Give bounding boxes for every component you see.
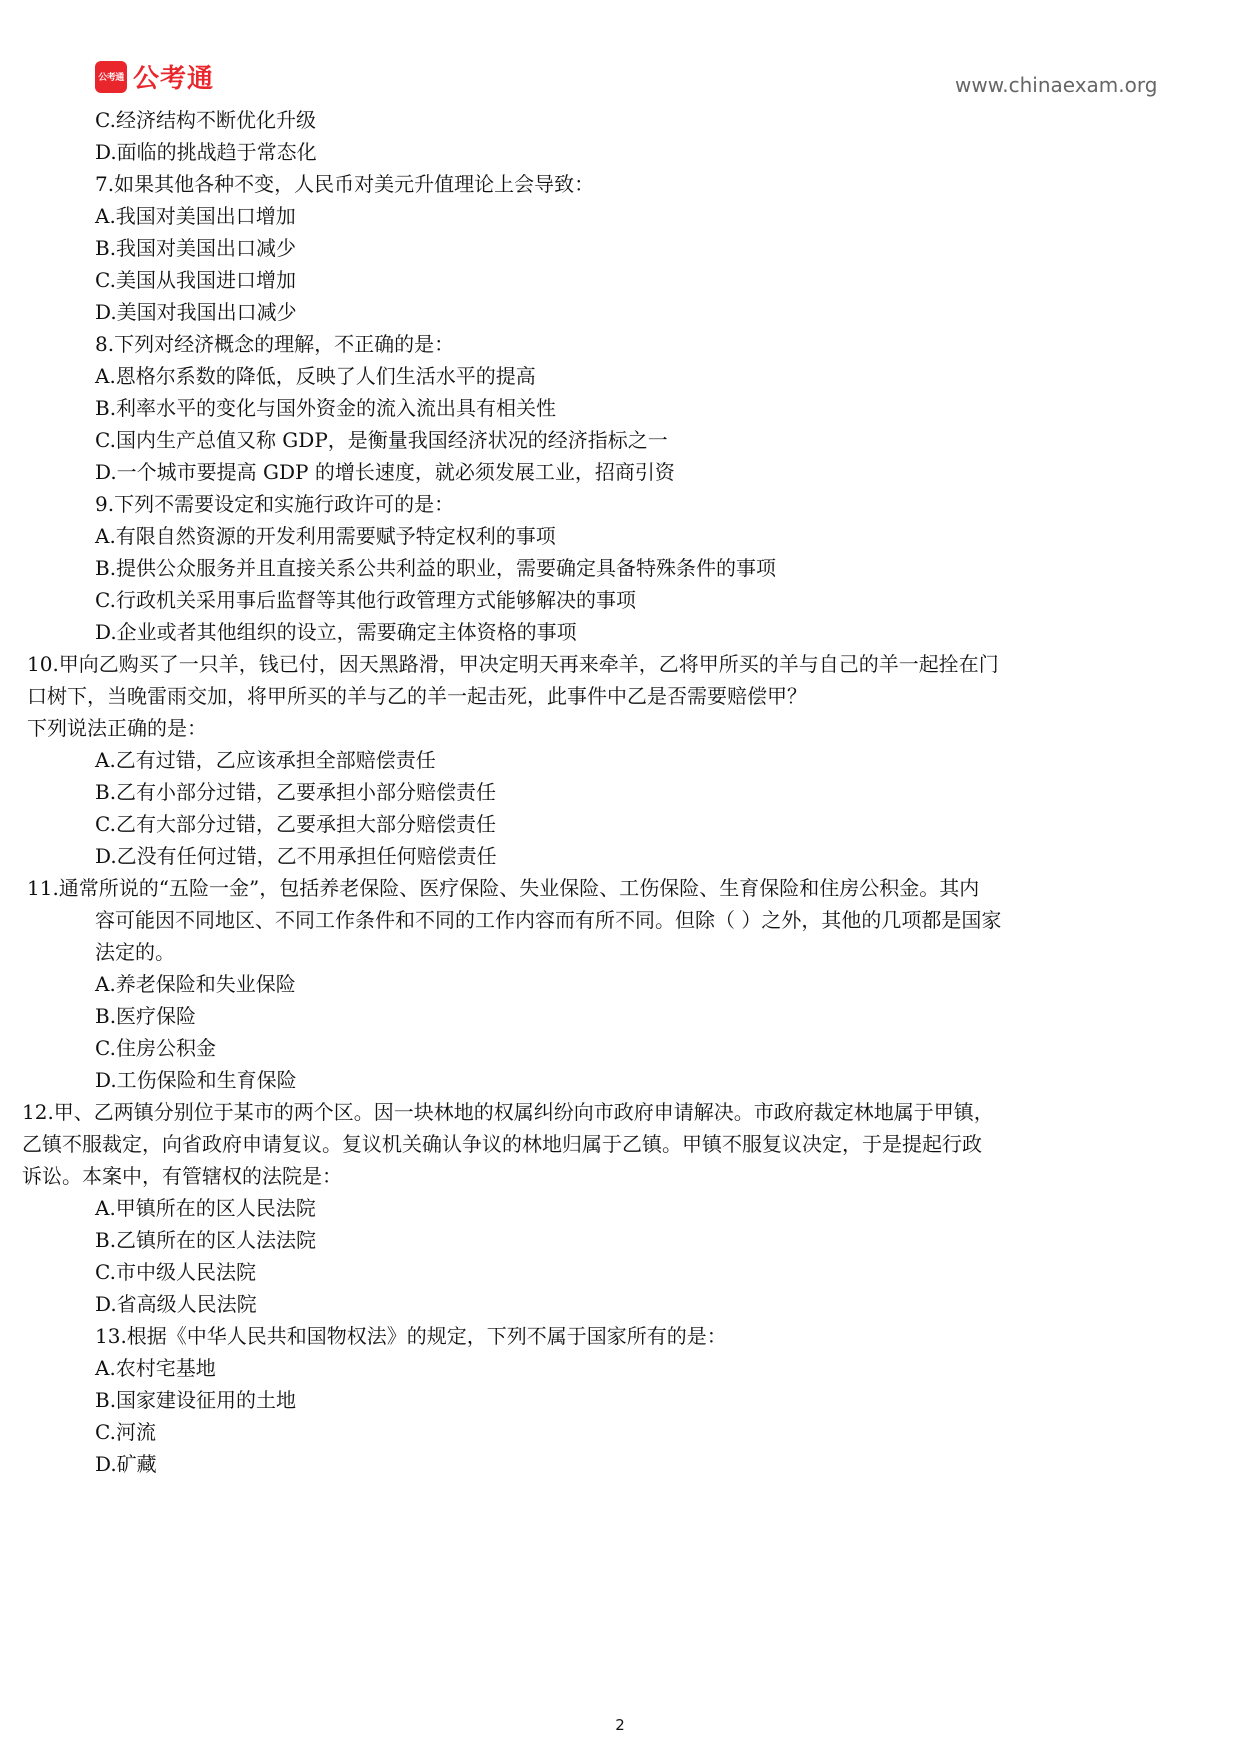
text-line: B.提供公众服务并且直接关系公共利益的职业，需要确定具备特殊条件的事项	[95, 556, 777, 580]
text-line: D.面临的挑战趋于常态化	[95, 140, 317, 164]
text-line: B.利率水平的变化与国外资金的流入流出具有相关性	[95, 396, 557, 420]
text-line: A.农村宅基地	[95, 1356, 216, 1380]
text-line: A.恩格尔系数的降低，反映了人们生活水平的提高	[95, 364, 536, 388]
text-line: B.国家建设征用的土地	[95, 1388, 297, 1412]
text-line: B.我国对美国出口减少	[95, 236, 297, 260]
text-line: D.美国对我国出口减少	[95, 300, 297, 324]
text-line: 10.甲向乙购买了一只羊，钱已付，因天黑路滑，甲决定明天再来牵羊，乙将甲所买的羊与自己的羊一起拴在门	[27, 652, 999, 676]
text-line: A.甲镇所在的区人民法院	[95, 1196, 316, 1220]
text-line: 口树下，当晚雷雨交加，将甲所买的羊与乙的羊一起击死，此事件中乙是否需要赔偿甲？	[27, 684, 807, 708]
text-line: 下列说法正确的是：	[27, 716, 207, 740]
logo	[95, 58, 214, 95]
text-line: C.经济结构不断优化升级	[95, 108, 316, 132]
text-line: C.乙有大部分过错，乙要承担大部分赔偿责任	[95, 812, 496, 836]
text-line: 8.下列对经济概念的理解，不正确的是：	[95, 332, 455, 356]
text-line: C.美国从我国进口增加	[95, 268, 296, 292]
text-line: A.我国对美国出口增加	[95, 204, 296, 228]
text-line: B.乙有小部分过错，乙要承担小部分赔偿责任	[95, 780, 497, 804]
text-line: 诉讼。本案中，有管辖权的法院是：	[22, 1164, 342, 1188]
text-line: D.矿藏	[95, 1452, 157, 1476]
page-number: 2	[615, 1716, 625, 1734]
site-url: www.chinaexam.org	[955, 73, 1158, 97]
text-line: D.乙没有任何过错，乙不用承担任何赔偿责任	[95, 844, 497, 868]
page-header	[0, 0, 1240, 120]
text-line: B.医疗保险	[95, 1004, 197, 1028]
text-line: 9.下列不需要设定和实施行政许可的是：	[95, 492, 455, 516]
text-line: 容可能因不同地区、不同工作条件和不同的工作内容而有所不同。但除（ ）之外，其他的几项都是国家	[95, 908, 1002, 932]
text-line: C.市中级人民法院	[95, 1260, 256, 1284]
text-line: 11.通常所说的“五险一金”，包括养老保险、医疗保险、失业保险、工伤保险、生育保险和住房公积金。其内	[27, 876, 980, 900]
text-line: C.国内生产总值又称 GDP，是衡量我国经济状况的经济指标之一	[95, 428, 668, 452]
text-line: A.养老保险和失业保险	[95, 972, 296, 996]
text-line: 13.根据《中华人民共和国物权法》的规定，下列不属于国家所有的是：	[95, 1324, 727, 1348]
logo-text: 公考通	[133, 64, 215, 94]
text-line: 乙镇不服裁定，向省政府申请复议。复议机关确认争议的林地归属于乙镇。甲镇不服复议决定，于是提起行政	[22, 1132, 982, 1156]
text-line: D.工伤保险和生育保险	[95, 1068, 297, 1092]
text-line: D.企业或者其他组织的设立，需要确定主体资格的事项	[95, 620, 577, 644]
text-line: B.乙镇所在的区人法法院	[95, 1228, 317, 1252]
logo-badge: 公考通	[95, 61, 127, 93]
text-line: A.有限自然资源的开发利用需要赋予特定权利的事项	[95, 524, 556, 548]
text-line: C.住房公积金	[95, 1036, 216, 1060]
text-line: A.乙有过错，乙应该承担全部赔偿责任	[95, 748, 436, 772]
text-line: 法定的。	[95, 940, 175, 964]
text-line: D.一个城市要提高 GDP 的增长速度，就必须发展工业，招商引资	[95, 460, 675, 484]
text-line: C.河流	[95, 1420, 156, 1444]
text-line: C.行政机关采用事后监督等其他行政管理方式能够解决的事项	[95, 588, 636, 612]
text-line: 12.甲、乙两镇分别位于某市的两个区。因一块林地的权属纠纷向市政府申请解决。市政府裁定林地属于甲镇，	[22, 1100, 994, 1124]
text-line: 7.如果其他各种不变，人民币对美元升值理论上会导致：	[95, 172, 595, 196]
text-line: D.省高级人民法院	[95, 1292, 257, 1316]
